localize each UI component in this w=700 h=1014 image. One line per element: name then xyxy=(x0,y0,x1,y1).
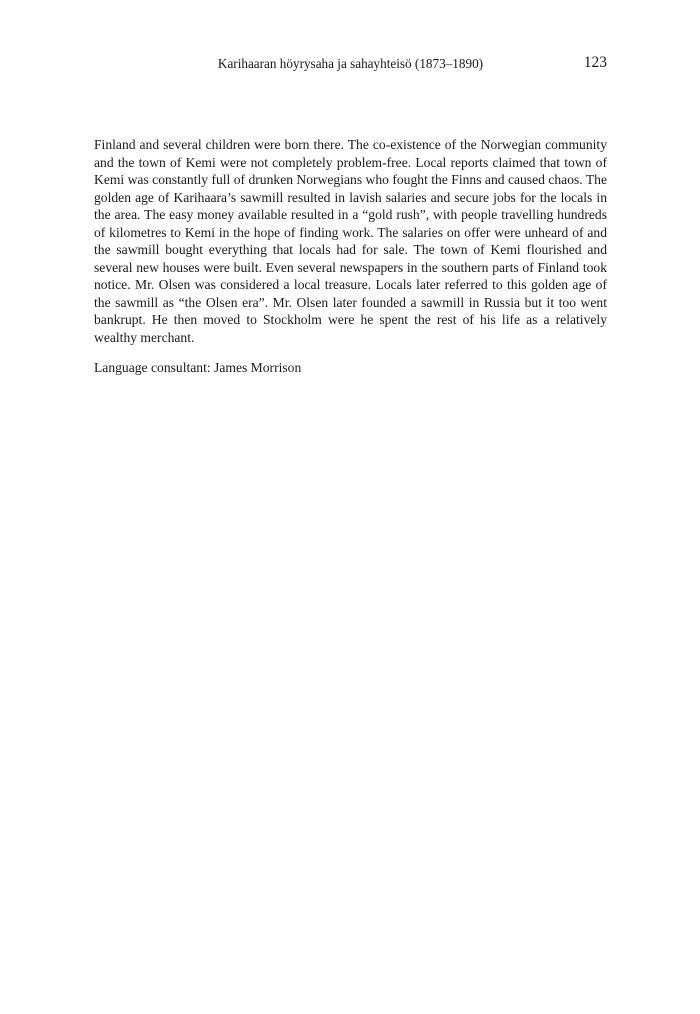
running-header xyxy=(94,54,607,74)
language-consultant-note: Language consultant: James Morrison xyxy=(94,360,302,375)
body-paragraph: Finland and several children were born there. The co-existence of the Norwegian community and the town of Kemi were not completely problem-free. Local reports claimed that town of Kemi was constantly full of drunken Norwegians who fought the Finns and caused chaos. The golden age of Karihaara’s sawmill resulted in lavish salaries and secure jobs for the locals in the area. The easy money available resulted in a “gold rush”, with people travelling hundreds of kilometres to Kemi in the hope of finding work. The salaries on offer were unheard of and the sawmill bought everything that locals had for sale. The town of Kemi flourished and several new houses were built. Even several newspapers in the southern parts of Finland took notice. Mr. Olsen was considered a local treasure. Locals later referred to this golden age of the sawmill as “the Olsen era”. Mr. Olsen later founded a sawmill in Russia but it too went bankrupt. He then moved to Stockholm were he spent the rest of his life as a relatively wealthy merchant. xyxy=(94,137,607,345)
running-title: Karihaaran höyrysaha ja sahayhteisö (1873–1890) xyxy=(217,56,484,71)
page-number: 123 xyxy=(583,54,607,71)
